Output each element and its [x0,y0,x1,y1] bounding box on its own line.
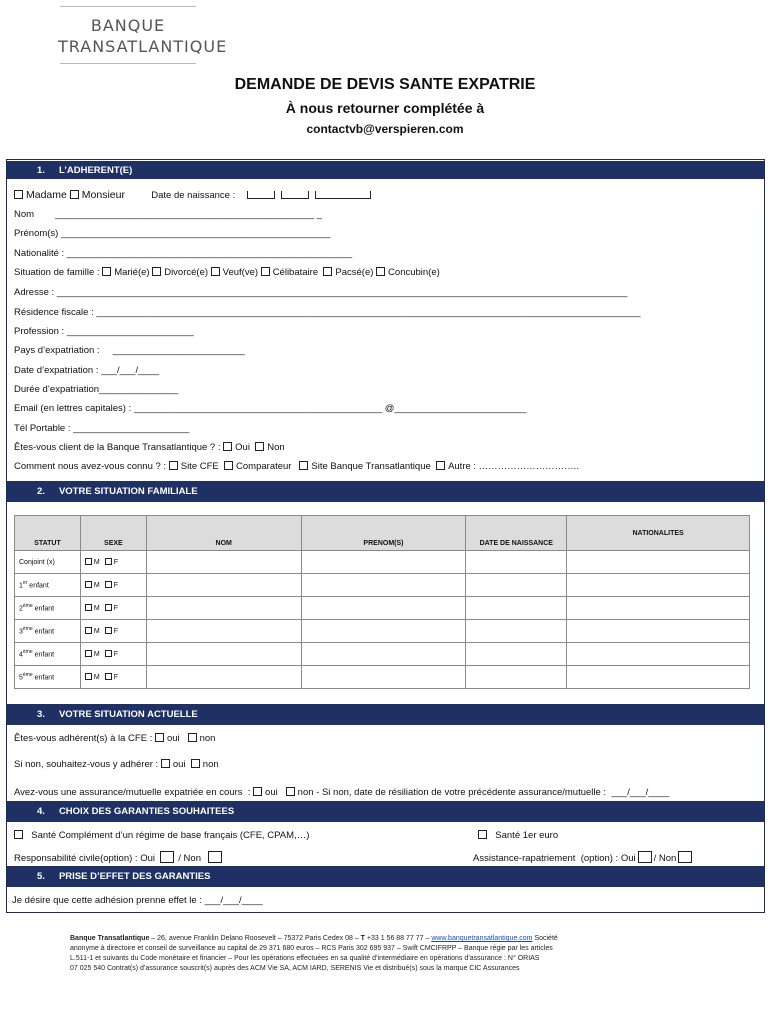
nationalites-cell[interactable] [567,551,750,574]
assistance-label: Assistance-rapatriement (option) : Oui [473,853,636,864]
logo-bottom-rule [60,63,196,64]
assurance-row [14,787,669,799]
statut-cell [15,620,81,643]
section-2-number: 2. [37,486,45,497]
table-row [15,574,750,597]
comparateur-checkbox[interactable] [224,461,233,470]
assistance-oui-checkbox[interactable] [638,851,652,863]
section-5-header [7,866,764,887]
statut-value: 5 [19,674,23,682]
sexe-f-label: F [113,674,119,681]
statut-suffix: enfant [32,674,55,682]
nationalites-cell[interactable] [567,643,750,666]
assurance-oui-label: oui [265,787,278,798]
prenoms-cell[interactable] [301,551,466,574]
section-4-title: CHOIX DES GARANTIES SOUHAITEES [58,806,235,817]
footer-line-1 [70,934,710,944]
footer-societe: Société [532,935,558,942]
rc-row [14,851,224,865]
date-naissance-cell[interactable] [466,643,567,666]
statut-ordinal: ème [22,672,33,679]
sexe-m-checkbox[interactable] [85,673,92,680]
nationalites-cell[interactable] [567,620,750,643]
date-naissance-cell[interactable] [466,620,567,643]
statut-suffix: enfant [32,605,55,613]
assistance-non-label: / Non [653,853,677,864]
dob-month-field[interactable] [281,191,309,199]
col-statut: STATUT [15,516,81,551]
sexe-m-checkbox[interactable] [85,627,92,634]
option-site-bt: Site Banque Transatlantique [311,461,431,472]
nom-cell[interactable] [146,597,301,620]
tel-portable-field[interactable]: Tél Portable : ______________________ [14,423,190,434]
col-nom: NOM [146,516,301,551]
footer-address: – 26, avenue Franklin Delano Roosevelt – 75372 Paris Cedex 08 – [149,935,361,942]
section-3-header [7,704,764,725]
contact-email[interactable]: contactvb@verspieren.com [306,122,464,136]
cfe-oui-label: oui [166,733,180,744]
section-1-header [7,161,764,179]
col-prenoms: PRENOM(S) [301,516,466,551]
option-pacse: Pacsé(e) [335,267,374,278]
nationalites-cell[interactable] [567,666,750,689]
sexe-cell [80,643,146,666]
veuf-checkbox[interactable] [211,267,220,276]
adherer-non-label: non [202,759,219,770]
col-sexe: SEXE [80,516,146,551]
statut-cell [15,666,81,689]
footer-website-link[interactable]: www.banquetransatlantique.com [431,935,533,942]
nom-cell[interactable] [146,574,301,597]
cfe-non-checkbox[interactable] [188,733,197,742]
divorce-checkbox[interactable] [152,267,161,276]
sexe-f-checkbox[interactable] [105,650,112,657]
nationalite-field[interactable]: Nationalité : ______________________________________________________ [14,248,353,259]
sexe-m-label: M [93,674,100,681]
statut-ordinal: ème [22,603,33,610]
option-site-cfe: Site CFE [180,461,219,472]
adherer-label: Si non, souhaitez-vous y adhérer : [14,759,159,770]
cfe-oui-checkbox[interactable] [155,733,164,742]
section-4-number: 4. [37,806,45,817]
rc-non-checkbox[interactable] [208,851,222,863]
sante-base-checkbox[interactable] [14,830,23,839]
monsieur-label: Monsieur [81,189,125,201]
logo-top-rule [60,6,196,7]
site-cfe-checkbox[interactable] [169,461,178,470]
client-bt-row [14,442,285,454]
section-2-title: VOTRE SITUATION FAMILIALE [58,486,198,497]
bank-logo [58,6,228,64]
sexe-m-checkbox[interactable] [85,650,92,657]
source-label: Comment nous avez-vous connu ? : [14,461,167,472]
adherer-non-checkbox[interactable] [191,759,200,768]
assurance-non-checkbox[interactable] [286,787,295,796]
site-bt-checkbox[interactable] [299,461,308,470]
section-5-number: 5. [37,871,45,882]
prenoms-cell[interactable] [301,666,466,689]
madame-checkbox[interactable] [14,190,23,199]
section-2-header [7,481,764,502]
logo-line-2: TRANSATLANTIQUE [58,37,228,56]
sexe-f-label: F [113,628,119,635]
rc-non-label: / Non [178,853,201,864]
sexe-m-checkbox[interactable] [85,581,92,588]
col-nationalites: NATIONALITES [567,516,750,551]
assistance-non-checkbox[interactable] [678,851,692,863]
option-concubin: Concubin(e) [388,267,440,278]
assistance-row [473,851,694,865]
form-subtitle: À nous retourner complétée à [285,100,485,116]
dob-year-field[interactable] [315,191,371,199]
table-row [15,551,750,574]
option-celibataire: Célibataire [272,267,319,278]
date-naissance-cell[interactable] [466,597,567,620]
sante-1er-euro-checkbox[interactable] [478,830,487,839]
assurance-label: Avez-vous une assurance/mutuelle expatriée en cours : [14,787,251,798]
assurance-non-label: non - Si non, date de résiliation de votre précédente assurance/mutuelle : ___/___/____ [297,787,670,798]
nom-cell[interactable] [146,620,301,643]
sexe-cell [80,666,146,689]
sexe-f-label: F [113,605,119,612]
prenoms-field[interactable]: Prénom(s) ___________________________________________________ [14,228,331,239]
madame-label: Madame [26,189,67,201]
sante-1er-euro-label: Santé 1er euro [495,830,559,841]
family-table-header [15,516,750,551]
nationalites-cell[interactable] [567,597,750,620]
sexe-f-label: F [113,582,119,589]
legal-footer [70,934,710,974]
cfe-label: Êtes-vous adhérent(s) à la CFE : [14,733,153,744]
table-row [15,666,750,689]
sexe-f-checkbox[interactable] [105,581,112,588]
option-veuf: Veuf(ve) [222,267,259,278]
nom-cell[interactable] [146,643,301,666]
situation-label: Situation de famille : [14,267,100,278]
civility-row [14,189,377,202]
option-divorce: Divorcé(e) [164,267,209,278]
section-1-title: L’ADHERENT(E) [58,164,133,176]
pays-expatriation-field[interactable]: Pays d’expatriation : _________________________ [14,345,245,356]
statut-value: 3 [19,628,23,636]
marie-checkbox[interactable] [102,267,111,276]
dob-label: Date de naissance : [151,190,236,201]
statut-value: 2 [19,605,23,613]
assurance-oui-checkbox[interactable] [253,787,262,796]
statut-ordinal: ème [22,626,33,633]
client-oui-label: Oui [235,442,250,453]
sexe-m-label: M [93,559,100,566]
dob-day-field[interactable] [247,191,275,199]
source-row [14,461,579,473]
table-row [15,620,750,643]
option-comparateur: Comparateur [236,461,292,472]
sexe-m-checkbox[interactable] [85,604,92,611]
date-expatriation-field[interactable]: Date d’expatriation : ___/___/____ [14,365,160,376]
date-naissance-cell[interactable] [466,574,567,597]
sexe-f-checkbox[interactable] [105,673,112,680]
statut-suffix: enfant [32,628,55,636]
concubin-checkbox[interactable] [376,267,385,276]
footer-line-4: 07 025 540 Contrat(s) d’assurance souscrit(s) auprès des ACM Vie SA, ACM IARD, SERENIS Vie et distribué(s) sous la marque CIC Assurances [70,965,520,972]
section-3-number: 3. [37,709,45,720]
sante-base-row [14,830,309,842]
adherer-row [14,759,219,771]
option-autre: Autre : ………………………….. [448,461,579,472]
section-3-title: VOTRE SITUATION ACTUELLE [58,709,198,720]
statut-suffix: enfant [32,651,55,659]
cfe-non-label: non [199,733,216,744]
section-5-title: PRISE D’EFFET DES GARANTIES [58,871,211,882]
prenoms-cell[interactable] [301,620,466,643]
sexe-f-label: F [113,651,119,658]
family-table [14,515,750,689]
statut-ordinal: er [22,580,28,587]
monsieur-checkbox[interactable] [70,190,79,199]
date-naissance-cell[interactable] [466,666,567,689]
footer-phone: +33 1 56 88 77 77 – [364,935,432,942]
footer-line-2: anonyme à directoire et conseil de surveillance au capital de 29 371 680 euros – RCS Paris 302 695 937 – Swift CMCIFRPP – Banque régie par les articles [70,945,553,952]
sante-1er-euro-row [478,830,558,842]
footer-company: Banque Transatlantique [70,935,150,942]
statut-suffix: enfant [27,582,49,590]
sexe-m-label: M [93,582,100,589]
nationalites-cell[interactable] [567,574,750,597]
col-date-naissance: DATE DE NAISSANCE [466,516,567,551]
footer-t: T [360,935,365,942]
duree-expatriation-field[interactable]: Durée d’expatriation_______________ [14,384,179,395]
client-bt-label: Êtes-vous client de la Banque Transatlantique ? : [14,442,221,453]
logo-line-1: BANQUE [90,16,166,35]
prenoms-cell[interactable] [301,574,466,597]
situation-famille-row [14,267,440,279]
sexe-cell [80,551,146,574]
sexe-f-checkbox[interactable] [105,558,112,565]
profession-field[interactable]: Profession : ________________________ [14,326,194,337]
nom-cell[interactable] [146,666,301,689]
nom-field[interactable]: Nom _________________________________________________ _ [14,209,322,220]
sexe-cell [80,574,146,597]
prenoms-cell[interactable] [301,643,466,666]
rc-label: Responsabilité civile(option) : Oui [14,853,155,864]
cfe-row [14,733,215,745]
statut-value: 4 [19,651,23,659]
statut-value: Conjoint (x) [19,558,55,566]
nom-cell[interactable] [146,551,301,574]
table-row [15,597,750,620]
sexe-cell [80,597,146,620]
rc-oui-checkbox[interactable] [160,851,174,863]
pacse-checkbox[interactable] [323,267,332,276]
statut-cell [15,551,81,574]
section-1-number: 1. [37,164,45,176]
autre-checkbox[interactable] [436,461,445,470]
sexe-f-checkbox[interactable] [105,604,112,611]
sexe-m-label: M [93,651,100,658]
sexe-m-label: M [93,628,100,635]
statut-ordinal: ème [22,649,33,656]
statut-value: 1 [19,582,23,590]
statut-cell [15,574,81,597]
footer-line-3: L.511-1 et suivants du Code monétaire et financier – Pour les opérations effectuées en sa qualité d’intermédiaire en opérations d’assurance : N° ORIAS [70,955,540,962]
client-non-checkbox[interactable] [255,442,264,451]
statut-cell [15,643,81,666]
client-oui-checkbox[interactable] [223,442,232,451]
client-non-label: Non [267,442,285,453]
table-row [15,643,750,666]
email-field[interactable]: Email (en lettres capitales) : _______________________________________________ @_________________________ [14,403,527,414]
date-naissance-cell[interactable] [466,551,567,574]
adherer-oui-label: oui [172,759,186,770]
prenoms-cell[interactable] [301,597,466,620]
sexe-cell [80,620,146,643]
option-marie: Marié(e) [114,267,150,278]
adherer-oui-checkbox[interactable] [161,759,170,768]
celibataire-checkbox[interactable] [261,267,270,276]
residence-fiscale-field[interactable]: Résidence fiscale : _______________________________________________________________________________________________________ [14,307,641,318]
sante-base-label: Santé Complément d’un régime de base français (CFE, CPAM,…) [31,830,310,841]
adresse-field[interactable]: Adresse : ____________________________________________________________________________________________________________ [14,287,628,298]
sexe-f-label: F [113,559,119,566]
sexe-f-checkbox[interactable] [105,627,112,634]
form-title: DEMANDE DE DEVIS SANTE EXPATRIE [234,76,536,93]
section-4-header [7,801,764,822]
sexe-m-checkbox[interactable] [85,558,92,565]
date-effet-field[interactable]: Je désire que cette adhésion prenne effet le : ___/___/____ [12,895,263,906]
sexe-m-label: M [93,605,100,612]
statut-cell [15,597,81,620]
